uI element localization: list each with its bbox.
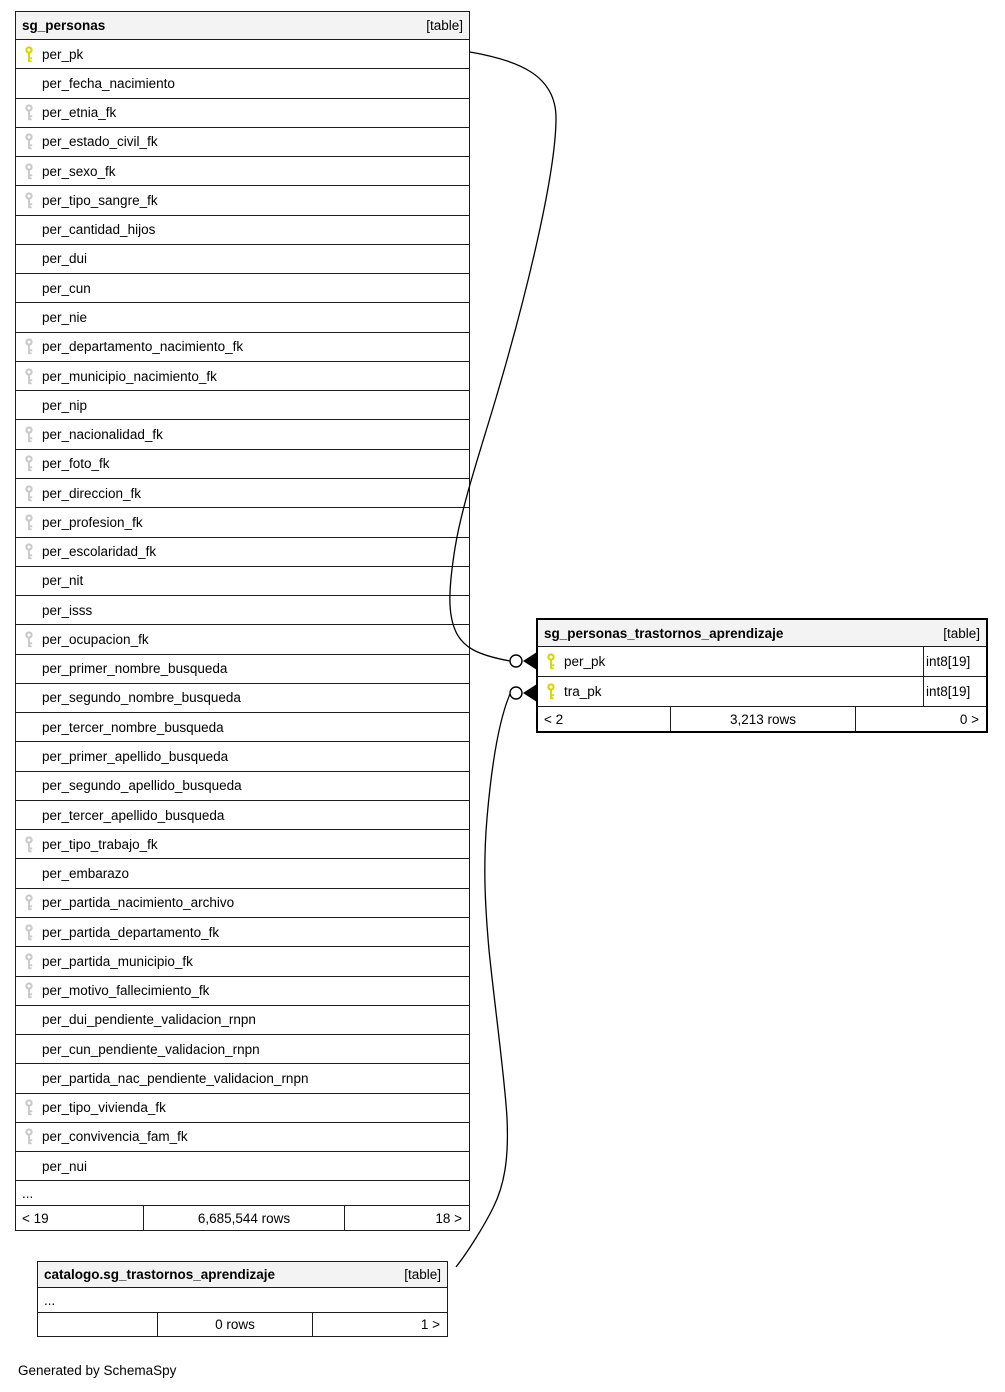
foreign-key-icon — [16, 485, 42, 502]
foreign-key-icon — [16, 631, 42, 648]
foreign-key-icon — [16, 982, 42, 999]
column-name: per_estado_civil_fk — [42, 134, 158, 150]
column-row-per_sexo_fk — [16, 157, 469, 186]
foreign-key-icon — [16, 455, 42, 472]
column-name: per_nit — [42, 573, 84, 589]
row-count: 0 rows — [157, 1313, 312, 1336]
column-name: per_pk — [42, 46, 84, 62]
column-name: per_tipo_sangre_fk — [42, 192, 158, 208]
column-row-per_primer_nombre_busqueda — [16, 655, 469, 684]
column-name: per_cun — [42, 280, 91, 296]
column-row-per_tipo_trabajo_fk — [16, 830, 469, 859]
generated-by-note: Generated by SchemaSpy — [18, 1363, 177, 1378]
table-footer — [538, 707, 986, 731]
table-type-tag: [table] — [404, 1267, 441, 1282]
table-footer — [38, 1313, 447, 1336]
column-row-per_direccion_fk — [16, 479, 469, 508]
column-row-per_pk — [16, 40, 469, 69]
column-row-per_nacionalidad_fk — [16, 420, 469, 449]
column-row-per_cantidad_hijos — [16, 216, 469, 245]
column-name: per_pk — [564, 654, 606, 669]
column-name: per_partida_departamento_fk — [42, 924, 220, 940]
related-out-count: 18 > — [344, 1206, 469, 1230]
column-name: per_foto_fk — [42, 456, 110, 472]
column-row-per_dui — [16, 245, 469, 274]
table-footer — [16, 1206, 469, 1230]
foreign-key-icon — [16, 514, 42, 531]
column-row-per_tipo_sangre_fk — [16, 186, 469, 215]
column-name: per_primer_apellido_busqueda — [42, 749, 229, 764]
table-title[interactable]: catalogo.sg_trastornos_aprendizaje — [44, 1267, 276, 1282]
column-row-per_pk — [538, 647, 986, 677]
foreign-key-icon — [16, 133, 42, 150]
column-row-per_dui_pendiente_validacion_rnpn — [16, 1006, 469, 1035]
table-header — [38, 1262, 447, 1288]
column-row-per_nip — [16, 391, 469, 420]
foreign-key-icon — [16, 543, 42, 560]
related-in-count — [38, 1313, 157, 1336]
column-row-per_cun — [16, 274, 469, 303]
primary-key-icon — [16, 46, 42, 63]
column-row-per_partida_nacimiento_archivo — [16, 889, 469, 918]
column-name: per_direccion_fk — [42, 485, 142, 501]
table-sg-personas-trastornos-aprendizaje — [536, 618, 988, 733]
table-sg-personas — [15, 11, 470, 1231]
column-name: per_fecha_nacimiento — [42, 75, 175, 91]
column-row-per_profesion_fk — [16, 508, 469, 537]
column-row-per_isss — [16, 596, 469, 625]
table-header — [16, 12, 469, 40]
foreign-key-icon — [16, 368, 42, 385]
column-name: per_embarazo — [42, 866, 130, 882]
column-row-per_partida_departamento_fk — [16, 918, 469, 947]
column-name: per_partida_nacimiento_archivo — [42, 895, 235, 911]
column-name: per_departamento_nacimiento_fk — [42, 339, 244, 355]
foreign-key-icon — [16, 836, 42, 853]
column-row-per_municipio_nacimiento_fk — [16, 362, 469, 391]
related-out-count: 0 > — [855, 707, 986, 731]
column-row-per_estado_civil_fk — [16, 128, 469, 157]
related-out-count: 1 > — [312, 1313, 447, 1336]
column-row-per_convivencia_fam_fk — [16, 1123, 469, 1152]
foreign-key-icon — [16, 426, 42, 443]
column-row-per_segundo_apellido_busqueda — [16, 772, 469, 801]
column-row-per_segundo_nombre_busqueda — [16, 684, 469, 713]
column-name: per_convivencia_fam_fk — [42, 1129, 188, 1145]
column-row-per_primer_apellido_busqueda — [16, 742, 469, 771]
row-count: 6,685,544 rows — [143, 1206, 344, 1230]
column-name: per_cantidad_hijos — [42, 222, 156, 238]
primary-key-icon — [538, 653, 564, 670]
column-name: per_ocupacion_fk — [42, 631, 149, 647]
foreign-key-icon — [16, 192, 42, 209]
column-name: per_dui_pendiente_validacion_rnpn — [42, 1012, 256, 1028]
foreign-key-icon — [16, 338, 42, 355]
column-row-per_nui — [16, 1152, 469, 1181]
foreign-key-icon — [16, 924, 42, 941]
column-row-per_fecha_nacimiento — [16, 69, 469, 98]
column-row-per_tercer_apellido_busqueda — [16, 801, 469, 830]
table-title[interactable]: sg_personas_trastornos_aprendizaje — [544, 625, 784, 641]
column-row-per_ocupacion_fk — [16, 625, 469, 654]
column-name: per_municipio_nacimiento_fk — [42, 368, 217, 384]
row-count: 3,213 rows — [670, 707, 855, 731]
column-name: per_nacionalidad_fk — [42, 427, 163, 443]
column-row-per_tipo_vivienda_fk — [16, 1094, 469, 1123]
column-row-per_nit — [16, 567, 469, 596]
column-row-per_escolaridad_fk — [16, 538, 469, 567]
column-type: int8[19] — [923, 677, 986, 706]
column-name: per_segundo_apellido_busqueda — [42, 778, 242, 794]
table-type-tag: [table] — [943, 625, 980, 641]
table-title[interactable]: sg_personas — [22, 18, 106, 33]
related-in-count: < 19 — [22, 1210, 49, 1226]
zero-cardinality-circle-tra-pk — [510, 687, 522, 699]
column-name: per_cun_pendiente_validacion_rnpn — [42, 1041, 260, 1057]
column-name: per_partida_municipio_fk — [42, 953, 193, 969]
column-row-per_foto_fk — [16, 450, 469, 479]
column-name: per_sexo_fk — [42, 163, 116, 179]
column-row-per_nie — [16, 303, 469, 332]
column-row-per_cun_pendiente_validacion_rnpn — [16, 1035, 469, 1064]
column-name: per_isss — [42, 602, 93, 618]
column-name: per_nie — [42, 310, 88, 326]
foreign-key-icon — [16, 104, 42, 121]
column-name: per_escolaridad_fk — [42, 544, 157, 560]
zero-cardinality-circle-per-pk — [510, 655, 522, 667]
column-name: per_profesion_fk — [42, 514, 143, 530]
column-name: per_dui — [42, 251, 88, 267]
column-name: per_nui — [42, 1158, 88, 1174]
related-in-count: < 2 — [544, 711, 564, 727]
table-type-tag: [table] — [426, 18, 463, 33]
column-name: per_tercer_nombre_busqueda — [42, 719, 224, 735]
column-name: per_etnia_fk — [42, 105, 117, 121]
column-name: per_motivo_fallecimiento_fk — [42, 983, 210, 999]
column-name: per_partida_nac_pendiente_validacion_rnpn — [42, 1070, 309, 1086]
column-name: per_tipo_vivienda_fk — [42, 1100, 166, 1116]
table-catalogo-sg-trastornos-aprendizaje — [37, 1261, 448, 1337]
hidden-columns-ellipsis: ... — [16, 1181, 469, 1206]
foreign-key-icon — [16, 1099, 42, 1116]
column-name: tra_pk — [564, 684, 602, 699]
column-name: per_segundo_nombre_busqueda — [42, 690, 241, 706]
column-row-per_partida_municipio_fk — [16, 947, 469, 976]
primary-key-icon — [538, 683, 564, 700]
crow-foot-arrow-per-pk — [523, 652, 537, 670]
foreign-key-icon — [16, 163, 42, 180]
foreign-key-icon — [16, 894, 42, 911]
column-name: per_primer_nombre_busqueda — [42, 661, 228, 677]
hidden-columns-ellipsis: ... — [38, 1288, 447, 1313]
foreign-key-icon — [16, 1128, 42, 1145]
column-name: per_tipo_trabajo_fk — [42, 836, 158, 852]
column-type: int8[19] — [923, 647, 986, 676]
column-row-per_partida_nac_pendiente_validacion_rnpn — [16, 1064, 469, 1093]
column-row-tra_pk — [538, 677, 986, 707]
column-name: per_tercer_apellido_busqueda — [42, 807, 225, 823]
column-row-per_embarazo — [16, 859, 469, 888]
column-row-per_motivo_fallecimiento_fk — [16, 977, 469, 1006]
column-name: per_nip — [42, 397, 88, 413]
column-row-per_departamento_nacimiento_fk — [16, 333, 469, 362]
table-header — [538, 620, 986, 647]
column-row-per_etnia_fk — [16, 99, 469, 128]
crow-foot-arrow-tra-pk — [523, 684, 537, 702]
column-row-per_tercer_nombre_busqueda — [16, 713, 469, 742]
foreign-key-icon — [16, 953, 42, 970]
